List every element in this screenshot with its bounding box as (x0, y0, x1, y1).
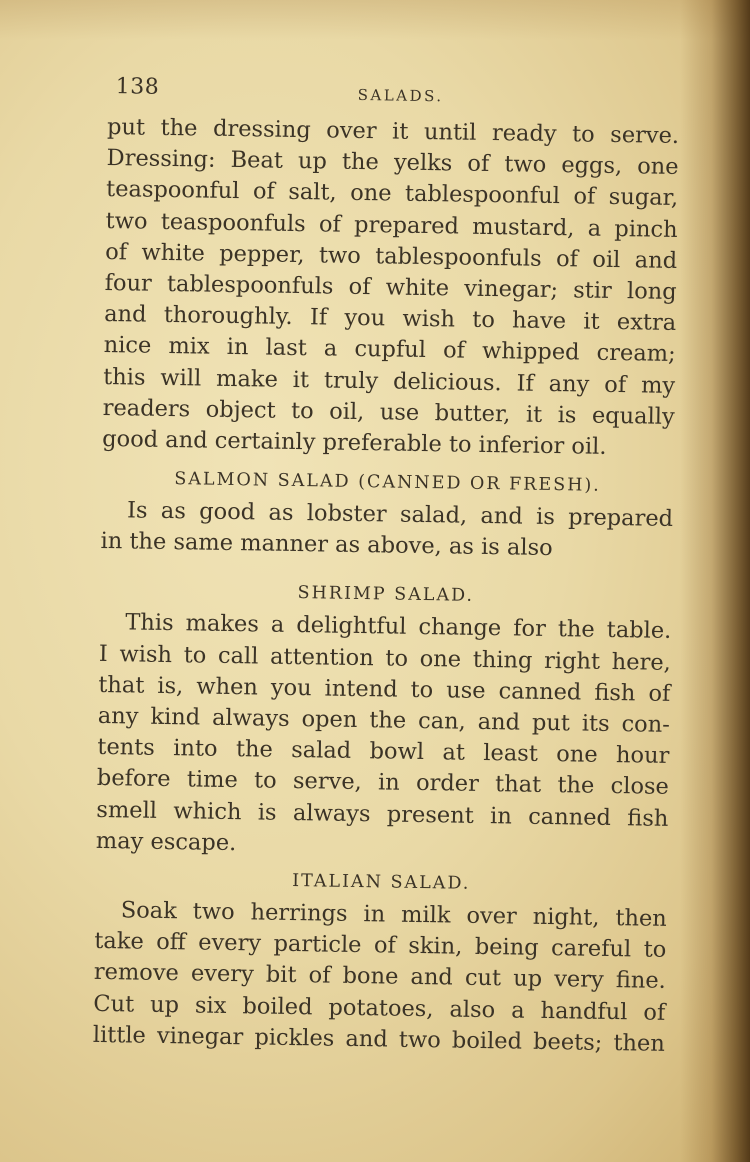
text-line: This makes a delightful change for the table. (125, 609, 672, 645)
shrimp-paragraph (96, 607, 672, 865)
text-line: before time to serve, in order that the close (96, 765, 670, 801)
text-line: of white pepper, two tablespoonfuls of oil and (104, 238, 678, 274)
book-page (93, 72, 680, 1060)
page-shading-top (0, 0, 750, 40)
intro-paragraph (102, 112, 679, 464)
section-heading-shrimp: SHRIMP SALAD. (297, 583, 475, 607)
text-line: Cut up six boiled potatoes, also a handful of (93, 990, 666, 1026)
text-line: any kind always open the can, and put its con- (97, 702, 671, 738)
text-line: two teaspoonfuls of prepared mustard, a pinch (105, 207, 678, 243)
text-line: Soak two herrings in milk over night, then (120, 897, 667, 932)
text-line: teaspoonful of salt, one tablespoonful of sugar, (105, 176, 679, 212)
text-line: remove every bit of bone and cut up very fine. (93, 959, 666, 995)
text-line: take off every particle of skin, being careful to (94, 928, 667, 964)
text-line: this will make it truly delicious. If any of my (103, 363, 676, 399)
text-line: Is as good as lobster salad, and is prepared (126, 497, 674, 532)
text-line: Dressing: Beat up the yelks of two eggs, one (106, 145, 679, 181)
text-line: little vinegar pickles and two boiled beets; then (92, 1021, 666, 1057)
text-line: that is, when you intend to use canned fish of (98, 671, 671, 707)
text-line: smell which is always present in canned fish (96, 796, 669, 832)
salmon-paragraph (100, 495, 673, 566)
text-line: readers object to oil, use butter, it is equally (102, 394, 675, 430)
text-line: good and certainly preferable to inferior oil. (102, 425, 607, 460)
running-title: SALADS. (357, 85, 444, 106)
italian-paragraph (93, 895, 667, 1060)
text-line: may escape. (95, 827, 237, 856)
section-heading-salmon: SALMON SALAD (CANNED OR FRESH). (174, 469, 601, 496)
text-line: and thoroughly. If you wish to have it extra (103, 301, 677, 337)
text-line: four tablespoonfuls of white vinegar; stir long (104, 269, 677, 305)
page-number: 138 (115, 74, 160, 100)
text-line: I wish to call attention to one thing right here, (98, 640, 671, 676)
page-binding-edge (680, 0, 750, 1162)
text-line: nice mix in last a cupful of whipped cream; (103, 332, 676, 368)
section-heading-italian: ITALIAN SALAD. (292, 870, 471, 894)
text-line: put the dressing over it until ready to serve. (106, 113, 680, 149)
text-line: in the same manner as above, as is also (100, 528, 553, 562)
text-line: tents into the salad bowl at least one hour (97, 734, 670, 770)
